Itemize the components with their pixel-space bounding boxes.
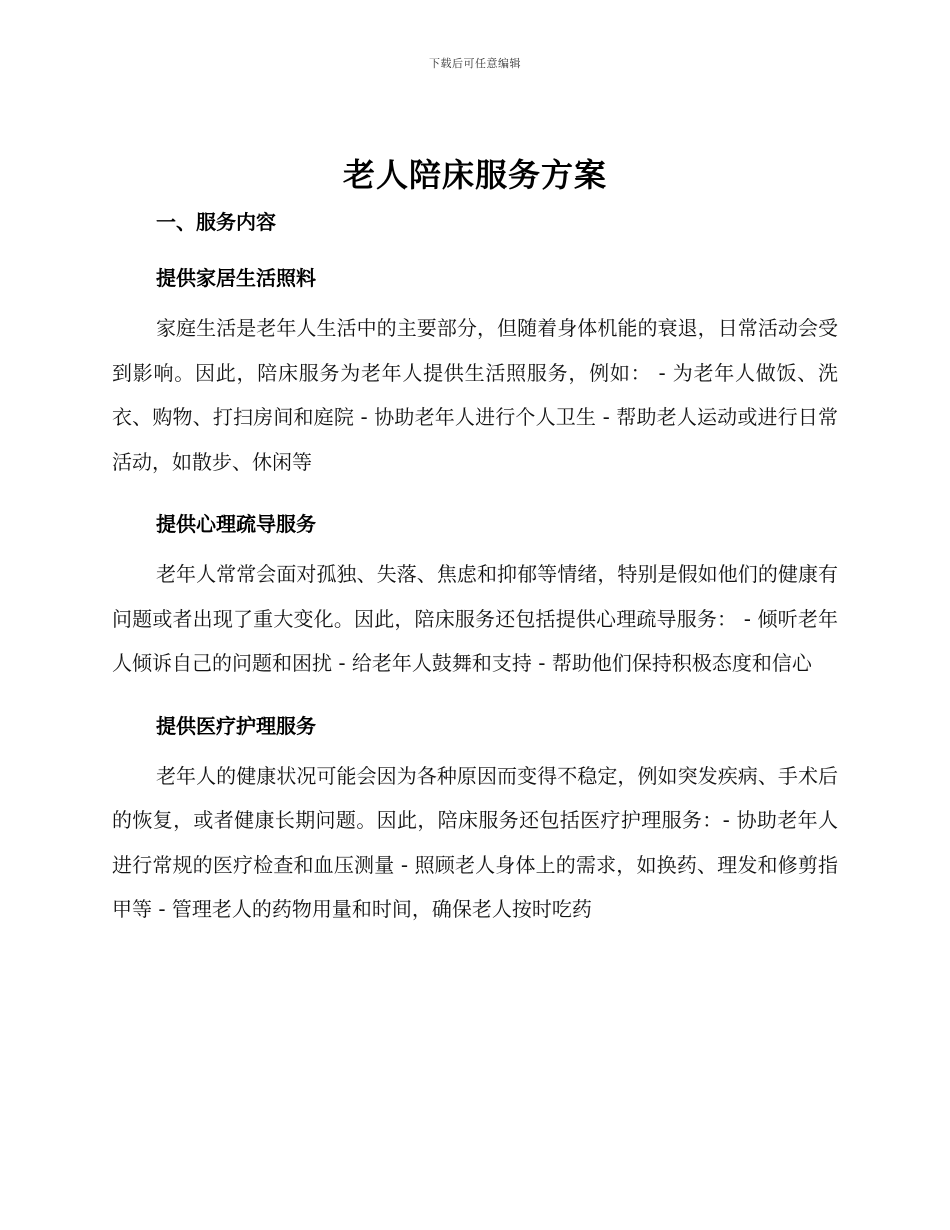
subsection-paragraph-home-care: 家庭生活是老年人生活中的主要部分，但随着身体机能的衰退，日常活动会受到影响。因此，陪床服务为老年人提供生活照服务，例如： - 为老年人做饭、洗衣、购物、打扫房间和庭院 - 协助老年人进行个人卫生 - 帮助老人运动或进行日常活动，如散步、休闲等: [112, 316, 838, 474]
subsection-heading-medical: 提供医疗护理服务: [156, 713, 316, 738]
document-title: 老人陪床服务方案: [342, 156, 607, 194]
section-heading-service-content: 一、服务内容: [156, 210, 276, 234]
subsection-heading-psychological: 提供心理疏导服务: [156, 512, 316, 536]
subsection-paragraph-medical: 老年人的健康状况可能会因为各种原因而变得不稳定，例如突发疾病、手术后的恢复，或者健康长期问题。因此，陪床服务还包括医疗护理服务：- 协助老年人进行常规的医疗检查和血压测量 - 照顾老人身体上的需求，如换药、理发和修剪指甲等 - 管理老人的药物用量和时间，确保老人按时吃药: [112, 763, 838, 921]
subsection-paragraph-psychological: 老年人常常会面对孤独、失落、焦虑和抑郁等情绪，特别是假如他们的健康有问题或者出现了重大变化。因此，陪床服务还包括提供心理疏导服务： - 倾听老年人倾诉自己的问题和困扰 - 给老年人鼓舞和支持 - 帮助他们保持积极态度和信心: [112, 562, 838, 675]
subsection-heading-home-care: 提供家居生活照料: [156, 266, 316, 290]
header-note: 下载后可任意编辑: [429, 57, 521, 70]
document-body: [112, 204, 838, 932]
